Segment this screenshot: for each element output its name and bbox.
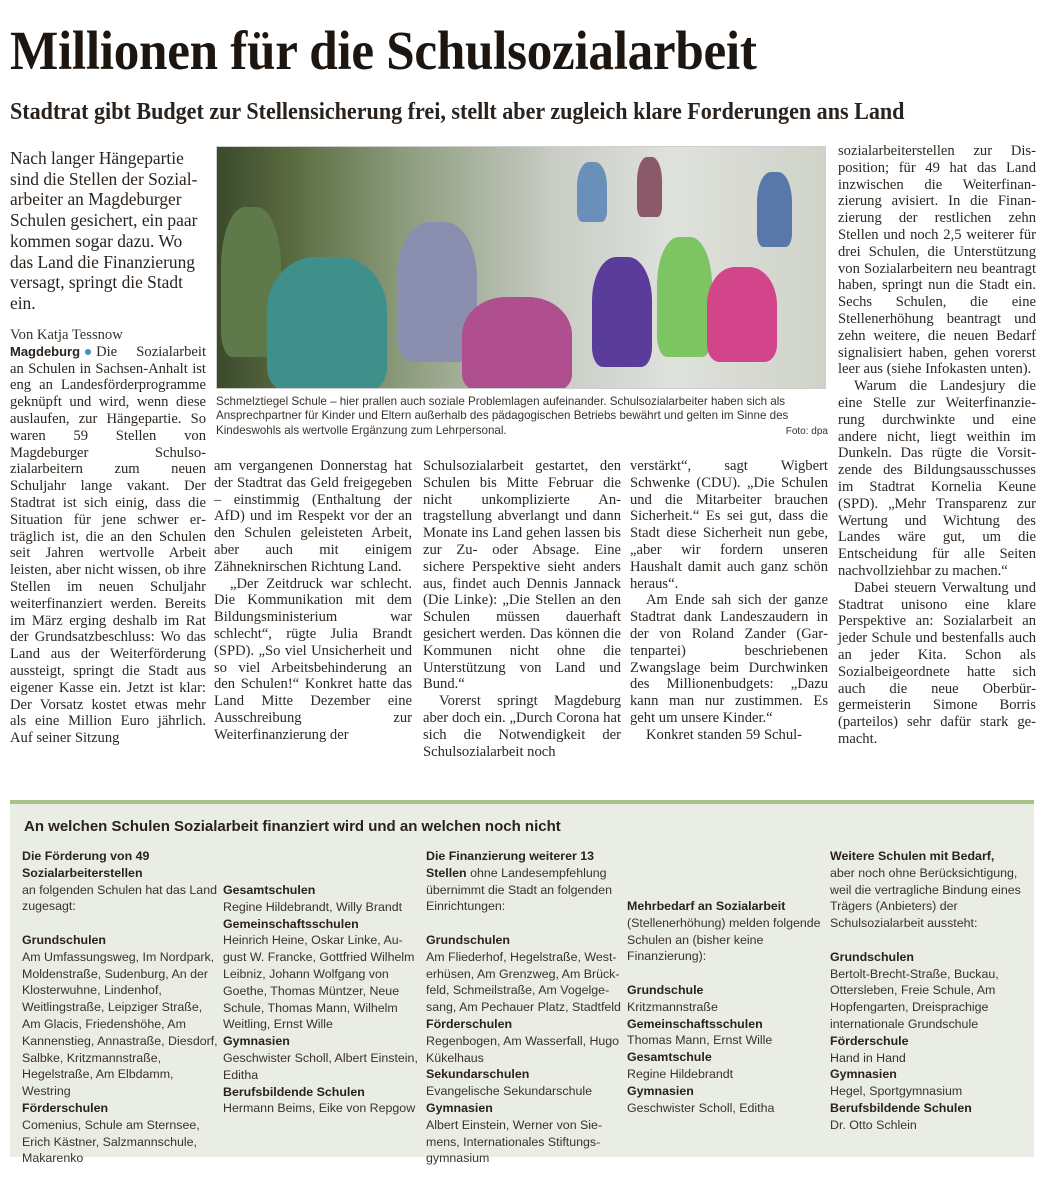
article-paragraph: verstärkt“, sagt Wigbert Schwenke (CDU). „Die Schulen und die Mitarbeiter brauchen Sicherheit.“ Es sei gut, dass die Stadt diese Sicherheit nun gebe, „aber wir fordern unseren Haushalt damit auch ganz schön heraus“. [630,458,828,592]
article-photo [216,146,826,389]
category-heading: Berufsbildende Schulen [830,1100,972,1115]
school-list: Heinrich Heine, Oskar Linke, August W. Francke, Gottfried Wilhelm Leibniz, Johann Wolfgang von Goethe, Thomas Müntzer, Neue Schule, Thomas Mann, Wilhelm Weitling, Ernst Wille [223,933,415,1032]
school-list: Regine Hildebrandt, Willy Brandt [223,899,403,914]
section-text: ohne Landesempfehlung übernimmt die Stadt an folgenden Einrichtungen: [426,865,612,914]
article-column-5 [838,143,1036,748]
article-paragraph [10,344,206,747]
school-list: Hermann Beims, Eike von Repgow [223,1101,416,1116]
section-text: an folgenden Schulen hat das Land zugesagt: [22,882,217,914]
article-paragraph: „Der Zeitdruck war schlecht. Die Kommunikation mit dem Bildungsministerium war schlecht“, rügte Julia Brandt (SPD). „So viel Unsicherheit und so viel Arbeitsbehinderung an den Schulen!“ Konkret hatte das Land Mitte Dezember eine Ausschreibung zur Weiterfinanzierung der [214,575,412,743]
article-paragraph: Dabei steuern Verwaltung und Stadtrat unisono eine klare Perspektive an: Sozialarbeit an jeder Schule und bestenfalls auch an jeder Kita. Schon als Sozialbeigeordnete hatte sich auch die neue Oberbürgermeisterin Simone Borris (parteilos) sehr dafür stark gemacht. [838,579,1036,747]
article-paragraph: am vergangenen Donnerstag hat der Stadtrat das Geld freigegeben – einstimmig (Enthaltung der AfD) und im Respekt vor der an den Schulen geleisteten Arbeit, aber auch mit einigem Zähneknirschen Richtung Land. [214,458,412,575]
lead-paragraph: Nach langer Hängepartie sind die Stellen der Sozialarbeiter an Magdeburger Schulen gesichert, ein paar kommen sogar dazu. Wo das Land die Finanzierung versagt, springt die Stadt ein. [10,148,198,313]
school-list: Evangelische Sekundarschule [426,1084,593,1099]
photo-child-shape [657,237,712,357]
category-heading: Grundschule [627,982,704,997]
photo-child-shape [592,257,652,367]
photo-child-shape [267,257,387,389]
info-box-title: An welchen Schulen Sozialarbeit finanziert wird und an welchen noch nicht [24,818,561,835]
category-heading: Förderschule [830,1033,909,1048]
dateline: Magdeburg [10,343,81,359]
article-text: Die Sozialarbeit an Schulen in Sachsen-Anhalt ist eng an Landesförderprogramme geknüpft und wird, wenn diese auslaufen, zur Hängepartie. So waren 59 Stellen von Magdeburger Schulsozialarbeitern zum neuen Schuljahr lange vakant. Der Stadtrat ist sich einig, dass die Situation für jene schwer erträglich ist, die an den Schulen seit Jahren wertvolle Arbeit leisten, aber nicht wissen, ob ihre Stellen im neuen Schuljahr weiterfinanziert werden. Bereits im März erging deshalb im Rat der Grundsatzbeschluss: Wo das Land aus der Weiterförderung aussteigt, springt die Stadt aus eigener Kasse ein. Jetzt ist klar: Der Vorsatz kostet etwas mehr als eine Million Euro jährlich. Auf seiner Sitzung [10,343,206,747]
category-heading: Gesamtschule [627,1050,712,1065]
photo-child-shape [462,297,572,389]
info-column-funded [22,848,218,1167]
article-paragraph: Konkret standen 59 Schul- [646,726,803,743]
school-list: Comenius, Schule am Sternsee, Erich Kästner, Salzmannschule, Makarenko [22,1117,200,1166]
school-list: Am Umfassungsweg, Im Nordpark, Moldenstraße, Sudenburg, An der Klosterwuhne, Lindenhof, Weitlingstraße, Leipziger Straße, Am Glacis, Friedenshöhe, Am Kannenstieg, Annastraße, Diesdorf, Salbke, Kritzmannstraße, Hegelstraße, Am Elbdamm, Westring [22,949,218,1099]
info-column-city [426,848,622,1167]
info-box [10,800,1034,1166]
article-paragraph: sozialarbeiterstellen zur Disposition; für 49 hat das Land inzwischen die Weiterfinanzierung avisiert. In die Finanzierung der restlichen zehn Stellen und noch 2,5 weiterer für drei Schulen, die Unterstützung von Sozialarbeitern neu beantragt haben, springt nun die Stadt ein. Sechs Schulen, die eine Stellenerhöhung beantragt und zehn weitere, die neuen Bedarf signalisiert haben, gehen vorerst leer aus (siehe Infokasten unten). [838,143,1036,378]
category-heading: Gymnasien [627,1083,694,1098]
photo-caption [216,395,828,438]
photo-child-shape [577,162,607,222]
photo-child-shape [757,172,792,247]
school-list: Regine Hildebrandt [627,1066,734,1081]
info-column-need [830,848,1026,1134]
category-heading: Gymnasien [830,1067,897,1082]
category-heading: Berufsbildende Schulen [223,1084,365,1099]
school-list: Hand in Hand [830,1050,906,1065]
info-column-more [627,898,823,1116]
article-paragraph: Am Ende sah sich der ganze Stadtrat dank Landeszaudern in der von Roland Zander (Gartenpartei) beschriebenen Zwangslage beim Durchwinken des Millionenbudgets: „Dazu kann man nur zustimmen. Es geht um unsere Kinder.“ [630,592,828,726]
section-heading: Mehrbedarf an Sozialarbeit [627,899,786,913]
section-heading: Die Finanzierung weiterer 13 Stellen [426,849,595,880]
school-list: Bertolt-Brecht-Straße, Buckau, Ottersleben, Freie Schule, Am Hopfengarten, Dreisprachige internationale Grundschule [830,966,999,1031]
school-list: Thomas Mann, Ernst Wille [627,1033,773,1048]
school-list: Geschwister Scholl, Editha [627,1100,775,1115]
category-heading: Grundschulen [426,932,510,947]
article-column-1 [10,327,206,747]
article-paragraph: Warum die Landesjury die eine Stelle zur Weiterfinanzierung durchwinkte und eine andere nicht, liegt weithin im Dunkeln. Das rügte die Vorsitzende des Bildungsausschusses im Stadtrat Kornelia Keune (SPD). „Mehr Transparenz zur Wertung und Wichtung des Landes wäre gut, um die Entscheidung für alle Seiten nachvollziehbar zu machen.“ [838,378,1036,579]
photo-child-shape [637,157,662,217]
category-heading: Grundschulen [830,949,914,964]
article-column-2 [214,458,412,744]
school-list: Kritzmannstraße [627,999,718,1014]
category-heading: Gymnasien [223,1034,290,1049]
photo-child-shape [707,267,777,362]
school-list: Geschwister Scholl, Albert Einstein, Editha [223,1050,418,1082]
category-heading: Förderschulen [22,1100,109,1115]
article-paragraph: Vorerst springt Magdeburg aber doch ein. „Durch Corona hat sich die Notwendigkeit der Schulsozialarbeit noch [423,693,621,760]
school-list: Regenbogen, Am Wasserfall, Hugo Kükelhaus [426,1033,620,1065]
headline: Millionen für die Schulsozialarbeit [10,20,757,81]
subheadline: Stadtrat gibt Budget zur Stellensicherung frei, stellt aber zugleich klare Forderungen ans Land [10,99,905,125]
section-heading: Weitere Schulen mit Bedarf, [830,849,995,863]
school-list: Albert Einstein, Werner von Siemens, Internationales Stiftungsgymnasium [426,1117,603,1166]
byline: Von Katja Tessnow [10,327,123,343]
category-heading: Gemeinschaftsschulen [627,1016,763,1031]
category-heading: Grundschulen [22,932,106,947]
section-text: aber noch ohne Berücksichtigung, weil die vertragliche Bindung eines Trägers (Anbieters) der Schulsozialarbeit aussteht: [830,865,1021,931]
category-heading: Gymnasien [426,1100,493,1115]
bullet-dot-icon [85,349,91,355]
school-list: Am Fliederhof, Hegelstraße, Westerhüsen, Am Grenzweg, Am Brückfeld, Schmeilstraße, Am Vogelgesang, Am Pechauer Platz, Stadtfeld [426,949,621,1015]
caption-text: Schmelztiegel Schule – hier prallen auch soziale Problemlagen aufeinander. Schulsozialarbeiter haben sich als Ansprechpartner für Kinder und Eltern außerhalb des pädagogischen Betriebs bewährt und gelten im Sinne des Kindeswohls als wertvolle Ergänzung zum Lehrpersonal. [216,395,789,437]
info-column-funded-cont [223,882,419,1117]
article-column-3 [423,458,621,760]
category-heading: Gesamtschulen [223,883,316,897]
category-heading: Förderschulen [426,1016,513,1031]
section-text: (Stellenerhöhung) melden folgende Schulen an (bisher keine Finanzierung): [627,915,821,964]
category-heading: Sekundarschulen [426,1067,530,1082]
school-list: Hegel, Sportgymnasium [830,1084,963,1099]
photo-credit: Foto: dpa [785,426,828,438]
school-list: Dr. Otto Schlein [830,1117,917,1132]
section-heading: Die Förderung von 49 Sozialarbeiterstellen [22,849,150,880]
category-heading: Gemeinschaftsschulen [223,916,359,931]
article-column-4 [630,458,828,744]
article-paragraph: Schulsozialarbeit gestartet, den Schulen bis Mitte Februar die nicht unkomplizierte Antragstellung abverlangt und dann Monate ins Land gehen lassen bis zur Zu- oder Absage. Eine sichere Perspektive sieht anders aus, findet auch Dennis Jannack (Die Linke): „Die Stellen an den Schulen müssen dauerhaft gesichert werden. Das können die Kommunen nicht ohne die Unterstützung von Land und Bund.“ [423,458,621,693]
